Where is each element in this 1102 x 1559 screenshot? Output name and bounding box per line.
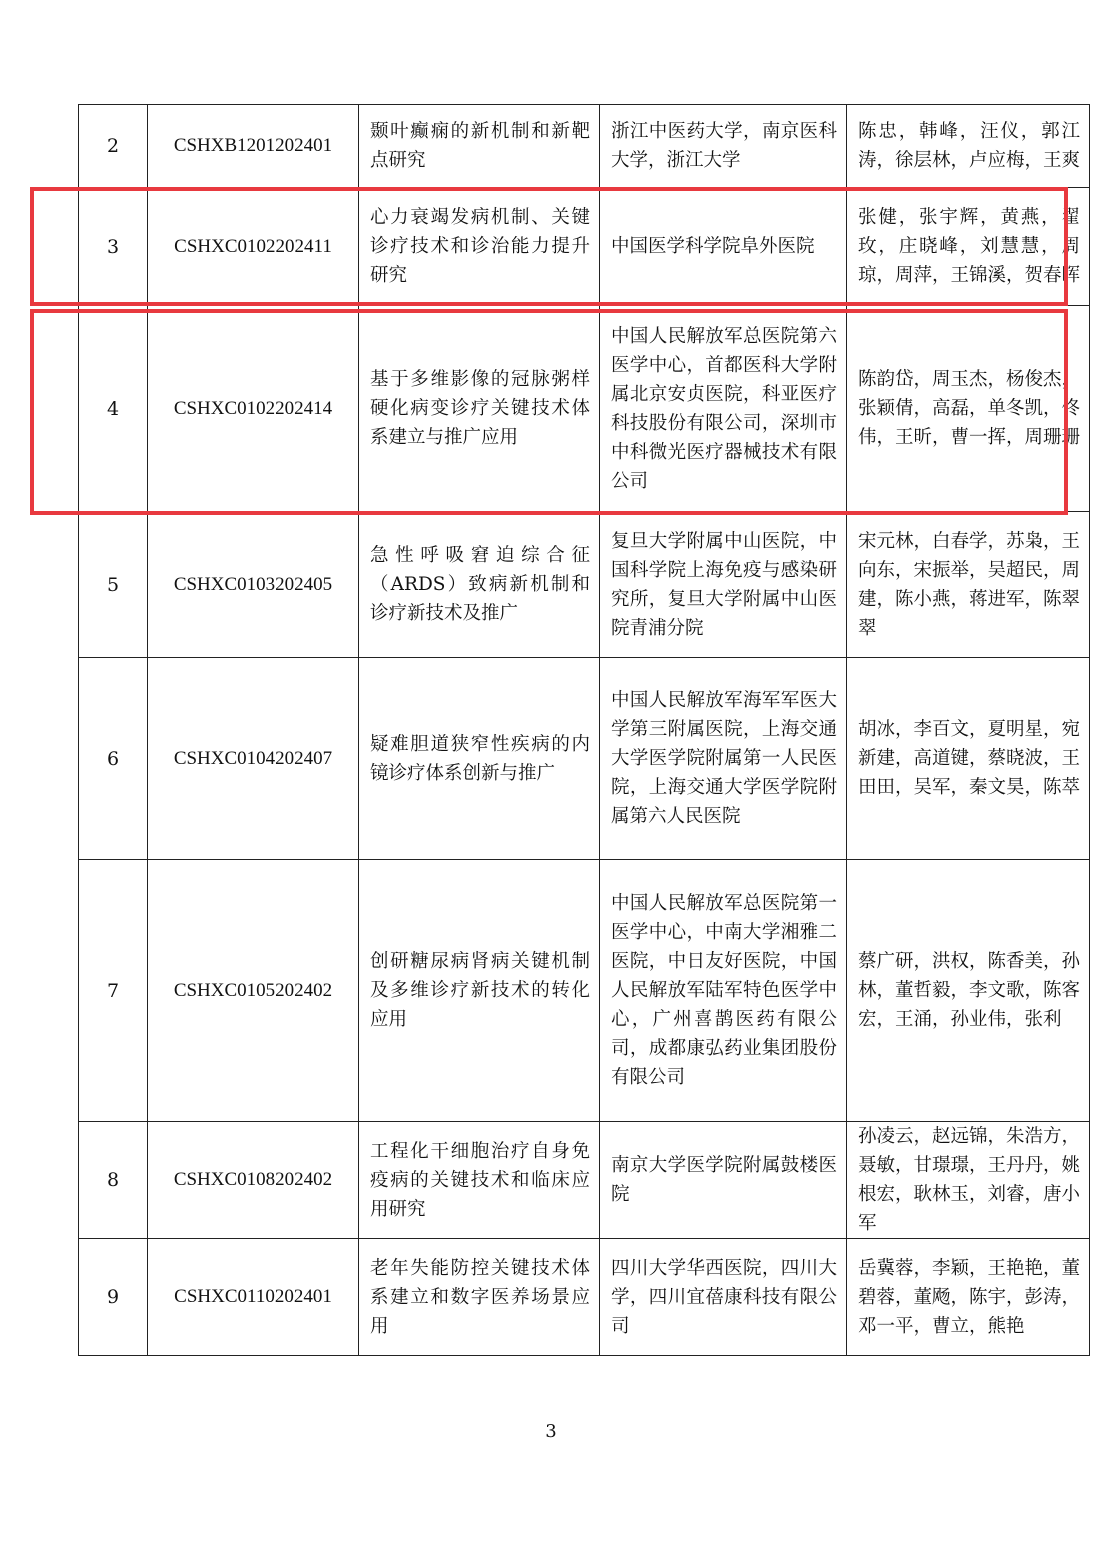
table-row [79,860,1090,1122]
row-number: 8 [79,1122,148,1239]
project-title: 心力衰竭发病机制、关键诊疗技术和诊治能力提升研究 [359,188,600,306]
project-title: 急性呼吸窘迫综合征（ARDS）致病新机制和诊疗新技术及推广 [359,512,600,658]
project-members: 胡冰，李百文，夏明星，宛新建，高道键，蔡晓波，王田田，吴军，秦文昊，陈萃 [847,658,1090,860]
row-number: 6 [79,658,148,860]
project-members: 宋元林，白春学，苏枭，王向东，宋振举，吴超民，周建，陈小燕，蒋进军，陈翠翠 [847,512,1090,658]
row-number: 5 [79,512,148,658]
project-title: 疑难胆道狭窄性疾病的内镜诊疗体系创新与推广 [359,658,600,860]
table-row [79,105,1090,188]
project-title: 基于多维影像的冠脉粥样硬化病变诊疗关键技术体系建立与推广应用 [359,306,600,512]
project-title: 创研糖尿病肾病关键机制及多维诊疗新技术的转化应用 [359,860,600,1122]
project-organizations: 南京大学医学院附属鼓楼医院 [600,1122,847,1239]
project-code: CSHXC0108202402 [148,1122,359,1239]
project-members: 张健，张宇辉，黄燕，翟玫，庄晓峰，刘慧慧，周琼，周萍，王锦溪，贺春晖 [847,188,1090,306]
project-members: 蔡广研，洪权，陈香美，孙林，董哲毅，李文歌，陈客宏，王涌，孙业伟，张利 [847,860,1090,1122]
project-code: CSHXC0103202405 [148,512,359,658]
project-code: CSHXC0110202401 [148,1239,359,1356]
project-code: CSHXC0104202407 [148,658,359,860]
row-number: 9 [79,1239,148,1356]
project-title: 工程化干细胞治疗自身免疫病的关键技术和临床应用研究 [359,1122,600,1239]
project-organizations: 中国医学科学院阜外医院 [600,188,847,306]
project-title: 老年失能防控关键技术体系建立和数字医养场景应用 [359,1239,600,1356]
table-row [79,188,1090,306]
table-row [79,512,1090,658]
table-row [79,306,1090,512]
project-organizations: 复旦大学附属中山医院，中国科学院上海免疫与感染研究所，复旦大学附属中山医院青浦分院 [600,512,847,658]
page-number: 3 [545,1421,557,1442]
project-code: CSHXC0105202402 [148,860,359,1122]
row-number: 4 [79,306,148,512]
project-members: 孙凌云，赵远锦，朱浩方，聂敏，甘璟璟，王丹丹，姚根宏，耿林玉，刘睿，唐小军 [847,1122,1090,1239]
project-code: CSHXB1201202401 [148,105,359,188]
project-members: 岳冀蓉，李颖，王艳艳，董碧蓉，董飏，陈宇，彭涛，邓一平，曹立，熊艳 [847,1239,1090,1356]
project-organizations: 中国人民解放军总医院第六医学中心，首都医科大学附属北京安贞医院，科亚医疗科技股份有限公司，深圳市中科微光医疗器械技术有限公司 [600,306,847,512]
project-organizations: 浙江中医药大学，南京医科大学，浙江大学 [600,105,847,188]
table-row [79,1239,1090,1356]
table-row [79,658,1090,860]
project-organizations: 四川大学华西医院，四川大学，四川宜蓓康科技有限公司 [600,1239,847,1356]
row-number: 3 [79,188,148,306]
project-members: 陈韵岱，周玉杰，杨俊杰，张颖倩，高磊，单冬凯，佟伟，王昕，曹一挥，周珊珊 [847,306,1090,512]
award-table [78,104,1090,1356]
project-organizations: 中国人民解放军总医院第一医学中心，中南大学湘雅二医院，中日友好医院，中国人民解放军陆军特色医学中心，广州喜鹊医药有限公司，成都康弘药业集团股份有限公司 [600,860,847,1122]
project-title: 颞叶癫痫的新机制和新靶点研究 [359,105,600,188]
row-number: 7 [79,860,148,1122]
project-members: 陈忠，韩峰，汪仪，郭江涛，徐层林，卢应梅，王爽 [847,105,1090,188]
row-number: 2 [79,105,148,188]
table-row [79,1122,1090,1239]
project-code: CSHXC0102202414 [148,306,359,512]
project-organizations: 中国人民解放军海军军医大学第三附属医院，上海交通大学医学院附属第一人民医院，上海交通大学医学院附属第六人民医院 [600,658,847,860]
project-code: CSHXC0102202411 [148,188,359,306]
